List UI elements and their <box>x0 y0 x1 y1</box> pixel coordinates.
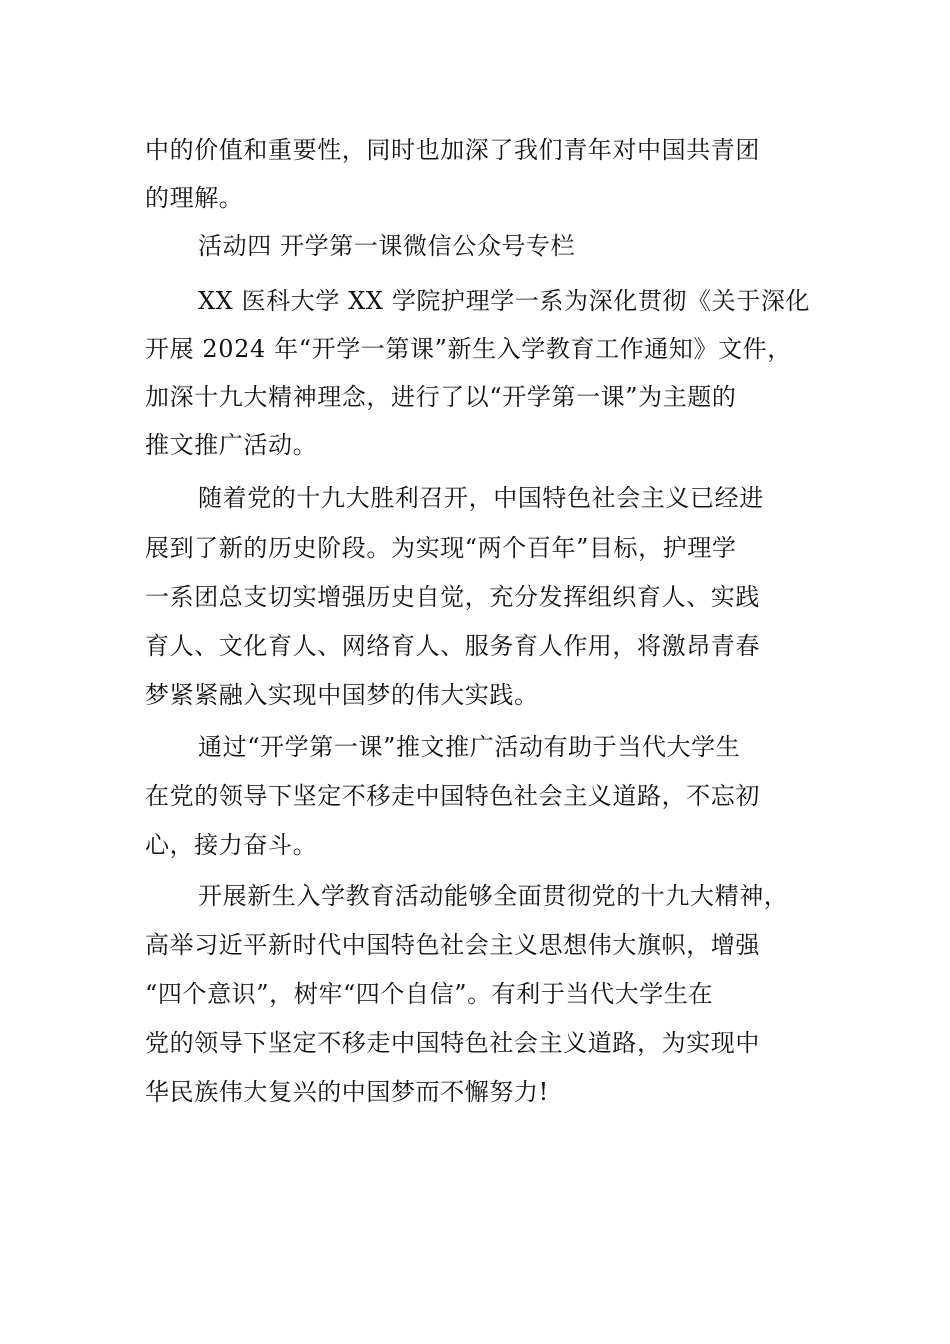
body-text-line: 心，接力奋斗。 <box>145 831 318 859</box>
body-text-line: 随着党的十九大胜利召开，中国特色社会主义已经进 <box>198 484 764 512</box>
body-text-line: 一系团总支切实增强历史自觉，充分发挥组织育人、实践 <box>145 583 760 611</box>
body-text-line: 党的领导下坚定不移走中国特色社会主义道路，为实现中 <box>145 1029 760 1057</box>
body-text-line: 加深十九大精神理念，进行了以“开学第一课”为主题的 <box>145 383 737 411</box>
body-text-line: 在党的领导下坚定不移走中国特色社会主义道路，不忘初 <box>145 782 760 810</box>
body-text-line: 高举习近平新时代中国特色社会主义思想伟大旗帜，增强 <box>145 931 760 959</box>
body-text-line: 华民族伟大复兴的中国梦而不懈努力! <box>145 1078 549 1106</box>
body-text-line: 中的价值和重要性，同时也加深了我们青年对中国共青团 <box>145 136 760 164</box>
body-text-line: 推文推广活动。 <box>145 431 318 459</box>
body-text-line: 开展新生入学教育活动能够全面贯彻党的十九大精神， <box>198 882 789 910</box>
body-text-line: XX 医科大学 XX 学院护理学一系为深化贯彻《关于深化 <box>198 287 811 315</box>
body-text-line: 通过“开学第一课”推文推广活动有助于当代大学生 <box>198 733 741 761</box>
body-text-line: 展到了新的历史阶段。为实现“两个百年”目标，护理学 <box>145 534 737 562</box>
section-heading: 活动四 开学第一课微信公众号专栏 <box>198 232 576 260</box>
body-text-line: 梦紧紧融入实现中国梦的伟大实践。 <box>145 681 539 709</box>
body-text-line: “四个意识”，树牢“四个自信”。有利于当代大学生在 <box>145 980 714 1008</box>
body-text-line: 的理解。 <box>145 184 244 212</box>
body-text-line: 育人、文化育人、网络育人、服务育人作用，将激昂青春 <box>145 632 760 660</box>
body-text-line: 开展 2024 年“开学一第课”新生入学教育工作通知》文件， <box>145 335 792 363</box>
